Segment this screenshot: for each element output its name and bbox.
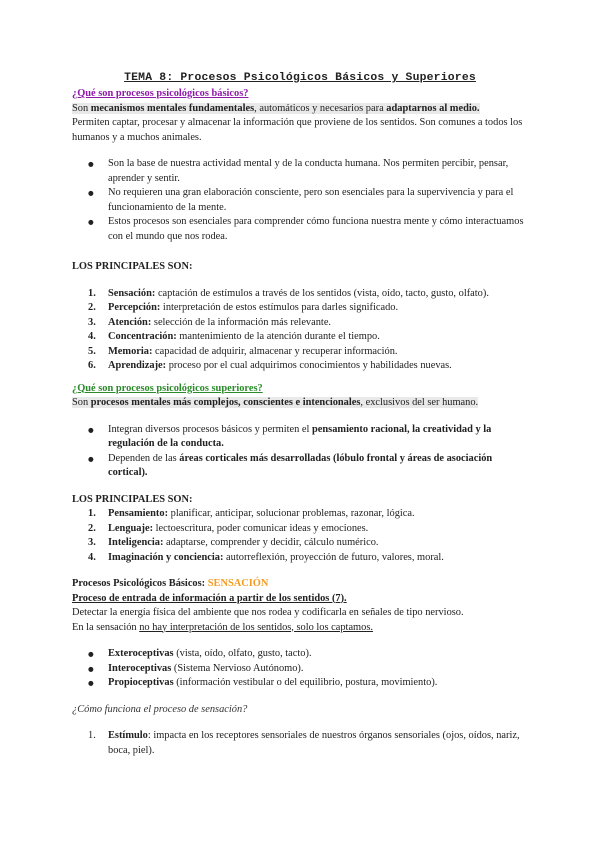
sensation-line2: En la sensación no hay interpretación de los sentidos, solo los captamos. xyxy=(72,621,373,633)
superior-bullet-1: ● Integran diversos procesos básicos y permiten el pensamiento racional, la creatividad y la regulación de la conducta. xyxy=(72,423,528,452)
sensation-type-list xyxy=(72,647,528,691)
basic-item: 6. Aprendizaje: proceso por el cual adquirimos conocimientos y habilidades nuevas. xyxy=(88,360,452,371)
basic-item: 1. Sensación: captación de estímulos a través de los sentidos (vista, oído, tacto, gusto, olfato). xyxy=(88,287,489,299)
superior-item: 2. Lenguaje: lectoescritura, poder comunicar ideas y emociones. xyxy=(88,522,369,534)
superior-bullet-2: ● Dependen de las áreas corticales más desarrolladas (lóbulo frontal y áreas de asociación cortical). xyxy=(72,452,528,481)
superior-item: 4. Imaginación y conciencia: autorreflexión, proyección de futuro, valores, moral. xyxy=(88,551,444,563)
superior-list-heading: LOS PRINCIPALES SON: xyxy=(72,493,193,505)
document-page xyxy=(72,70,528,758)
basic-process-list xyxy=(72,287,528,374)
sensation-heading: Procesos Psicológicos Básicos: SENSACIÓN xyxy=(72,578,269,589)
basic-bullet-3: ● Estos procesos son esenciales para comprender cómo funciona nuestra mente y cómo interactuamos con el mundo que nos rodea. xyxy=(72,215,528,244)
basic-list-heading: LOS PRINCIPALES SON: xyxy=(72,261,193,272)
basic-bullet-1: ● Son la base de nuestra actividad mental y de la conducta humana. Nos permiten percibir, pensar, aprender y sentir. xyxy=(72,157,528,186)
superior-item: 3. Inteligencia: adaptarse, comprender y decidir, cálculo numérico. xyxy=(88,537,379,548)
basic-item: 5. Memoria: capacidad de adquirir, almacenar y recuperar información. xyxy=(88,345,398,357)
superior-process-list xyxy=(72,507,528,565)
superior-question: ¿Qué son procesos psicológicos superiores? xyxy=(72,382,263,394)
superior-intro: Son procesos mentales más complejos, conscientes e intencionales, exclusivos del ser humano. xyxy=(72,397,479,408)
sensation-step-list xyxy=(72,729,528,758)
sensation-type: ● Interoceptivas (Sistema Nervioso Autónomo). xyxy=(72,662,528,677)
superior-item: 1. Pensamiento: planificar, anticipar, solucionar problemas, razonar, lógica. xyxy=(88,508,415,519)
basic-bullet-2: ● No requieren una gran elaboración consciente, pero son esenciales para la supervivencia y para el funcionamiento de la mente. xyxy=(72,186,528,215)
sensation-question: ¿Cómo funciona el proceso de sensación? xyxy=(72,703,248,715)
sensation-type: ● Propioceptivas (información vestibular o del equilibrio, postura, movimiento). xyxy=(72,676,528,691)
basic-intro-line2: Permiten captar, procesar y almacenar la información que proviene de los sentidos. Son comunes a todos los humanos y a muchos animales. xyxy=(72,117,523,143)
basic-bullet-list xyxy=(72,157,528,244)
sensation-step: 1. Estímulo: impacta en los receptores sensoriales de nuestros órganos sensoriales (ojos, oídos, nariz, boca, piel). xyxy=(88,730,520,756)
sensation-line1: Detectar la energía física del ambiente que nos rodea y codificarla en señales de tipo nervioso. xyxy=(72,607,464,618)
basic-item: 3. Atención: selección de la información más relevante. xyxy=(88,316,332,328)
page-title: TEMA 8: Procesos Psicológicos Básicos y Superiores xyxy=(124,72,476,84)
sensation-subheading: Proceso de entrada de información a partir de los sentidos (7). xyxy=(72,592,347,604)
superior-bullet-list xyxy=(72,423,528,481)
basic-item: 4. Concentración: mantenimiento de la atención durante el tiempo. xyxy=(88,331,380,342)
basic-question: ¿Qué son procesos psicológicos básicos? xyxy=(72,88,249,99)
basic-item: 2. Percepción: interpretación de estos estímulos para darles significado. xyxy=(88,302,399,313)
basic-intro: Son mecanismos mentales fundamentales, automáticos y necesarios para adaptarnos al medio. xyxy=(72,102,480,114)
sensation-type: ● Exteroceptivas (vista, oído, olfato, gusto, tacto). xyxy=(72,647,528,662)
